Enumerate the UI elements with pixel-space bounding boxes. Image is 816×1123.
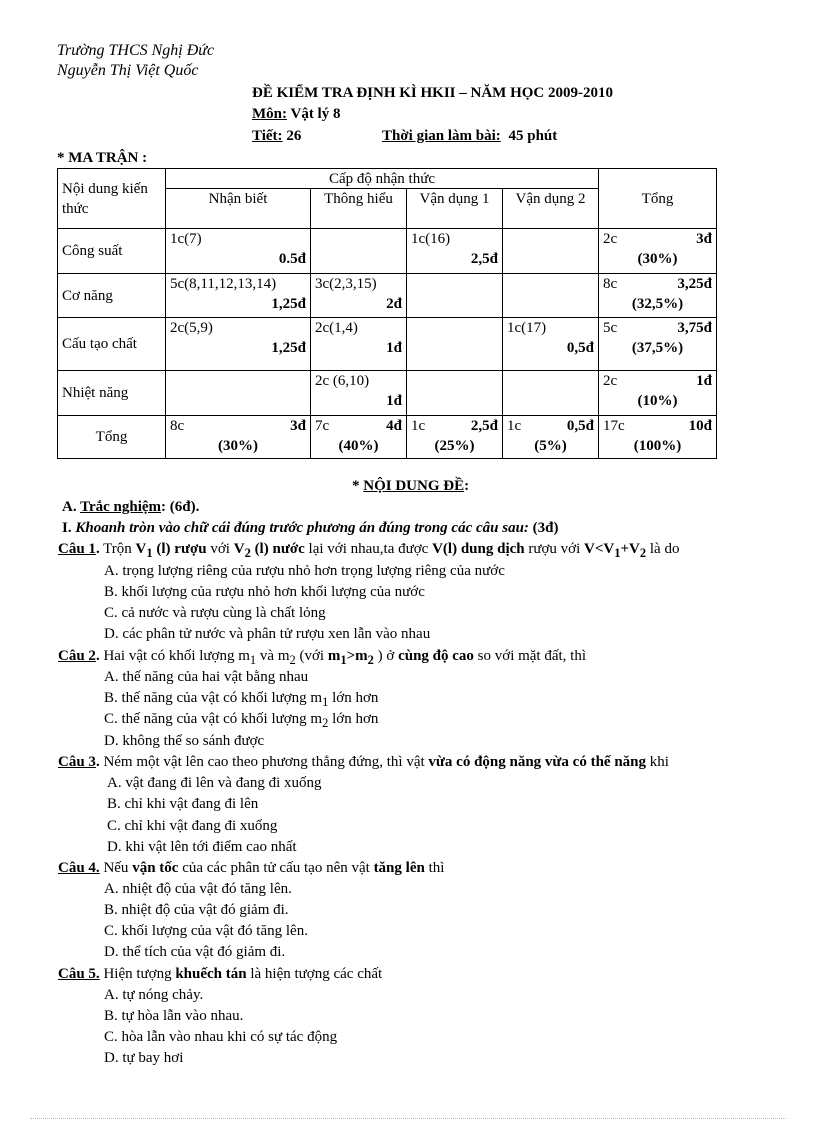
cell-nb: 1c(7) 0.5đ bbox=[166, 229, 311, 274]
cell-total: 8c 3,25đ (32,5%) bbox=[599, 274, 717, 318]
answer-option[interactable]: B. chỉ khi vật đang đi lên bbox=[107, 796, 259, 812]
school-name: Trường THCS Nghị Đức bbox=[57, 42, 215, 59]
answer-option[interactable]: C. cả nước và rượu cùng là chất lỏng bbox=[104, 605, 326, 621]
period-label: Tiết: bbox=[252, 128, 283, 144]
matrix-row bbox=[58, 318, 717, 371]
matrix-row bbox=[58, 229, 717, 274]
period-line bbox=[252, 128, 301, 145]
answer-option[interactable]: B. thế năng của vật có khối lượng $m_1$ lớn hơn bbox=[104, 690, 379, 709]
cell-nb: 8c 3đ (30%) bbox=[166, 416, 311, 459]
section-a: A. Trắc nghiệm: (6đ). bbox=[62, 499, 200, 515]
matrix-heading: * MA TRẬN : bbox=[57, 150, 148, 166]
question-1-stem: Câu 1. Trộn $V_1$ (l) rượu với $V_2$ (l) nước lại với nhau,ta được V(l) dung dịch rượu với $V<V_1+V_2$ là do bbox=[58, 541, 680, 560]
cell-total: 2c 3đ (30%) bbox=[599, 229, 717, 274]
cell-nb bbox=[166, 371, 311, 416]
cell-vd2: 1c(17) 0,5đ bbox=[503, 318, 599, 371]
cell-vd1 bbox=[407, 318, 503, 371]
answer-option[interactable]: B. tự hòa lẫn vào nhau. bbox=[104, 1008, 244, 1024]
answer-option[interactable]: C. chỉ khi vật đang đi xuống bbox=[107, 818, 278, 834]
cell-th bbox=[311, 229, 407, 274]
answer-option[interactable]: D. không thể so sánh được bbox=[104, 733, 265, 749]
cell-vd2: 1c 0,5đ (5%) bbox=[503, 416, 599, 459]
subject-value: Vật lý 8 bbox=[290, 106, 341, 122]
answer-option[interactable]: B. nhiệt độ của vật đó giảm đi. bbox=[104, 902, 289, 918]
col-header-level: Nhận biết bbox=[166, 189, 311, 229]
cell-total: 2c 1đ (10%) bbox=[599, 371, 717, 416]
cell-th: 7c 4đ (40%) bbox=[311, 416, 407, 459]
answer-option[interactable]: C. khối lượng của vật đó tăng lên. bbox=[104, 923, 308, 939]
answer-option[interactable]: B. khối lượng của rượu nhỏ hơn khối lượng của nước bbox=[104, 584, 425, 600]
question-5-stem: Câu 5. Hiện tượng khuếch tán là hiện tượng các chất bbox=[58, 966, 383, 982]
subject-label: Môn: bbox=[252, 106, 287, 122]
content-heading: * NỘI DUNG ĐỀ: bbox=[352, 478, 470, 494]
cell-total: 5c 3,75đ (37,5%) bbox=[599, 318, 717, 371]
answer-option[interactable]: A. nhiệt độ của vật đó tăng lên. bbox=[104, 881, 292, 897]
subject-line bbox=[252, 106, 340, 123]
knowledge-matrix-table bbox=[57, 168, 717, 459]
row-topic: Tổng bbox=[58, 416, 166, 459]
cell-th: 3c(2,3,15) 2đ bbox=[311, 274, 407, 318]
col-header-level: Thông hiểu bbox=[311, 189, 407, 229]
teacher-name: Nguyễn Thị Việt Quốc bbox=[57, 62, 199, 79]
matrix-total-row bbox=[58, 416, 717, 459]
time-value: 45 phút bbox=[508, 128, 558, 144]
matrix-row bbox=[58, 274, 717, 318]
answer-option[interactable]: D. các phân tử nước và phân tử rượu xen lẫn vào nhau bbox=[104, 626, 431, 642]
answer-option[interactable]: A. trọng lượng riêng của rượu nhỏ hơn trọng lượng riêng của nước bbox=[104, 563, 505, 579]
cell-vd1 bbox=[407, 371, 503, 416]
section-i: I. Khoanh tròn vào chữ cái đúng trước phương án đúng trong các câu sau: (3đ) bbox=[62, 520, 559, 536]
col-header-total: Tổng bbox=[599, 169, 717, 229]
cell-vd2 bbox=[503, 274, 599, 318]
col-header-group: Cấp độ nhận thức bbox=[166, 169, 599, 189]
answer-option[interactable]: A. vật đang đi lên và đang đi xuống bbox=[107, 775, 322, 791]
answer-option[interactable]: D. thể tích của vật đó giảm đi. bbox=[104, 944, 286, 960]
cell-vd2 bbox=[503, 229, 599, 274]
cell-vd1 bbox=[407, 274, 503, 318]
page-bottom-divider bbox=[30, 1118, 786, 1119]
cell-nb: 5c(8,11,12,13,14) 1,25đ bbox=[166, 274, 311, 318]
row-topic: Công suất bbox=[58, 229, 166, 274]
cell-nb: 2c(5,9) 1,25đ bbox=[166, 318, 311, 371]
cell-th: 2c(1,4) 1đ bbox=[311, 318, 407, 371]
question-3-stem: Câu 3. Ném một vật lên cao theo phương thẳng đứng, thì vật vừa có động năng vừa có thế năng khi bbox=[58, 754, 669, 770]
period-value: 26 bbox=[286, 128, 302, 144]
time-line bbox=[382, 128, 557, 145]
cell-vd2 bbox=[503, 371, 599, 416]
answer-option[interactable]: D. khi vật lên tới điểm cao nhất bbox=[107, 839, 297, 855]
col-header-topic: Nội dung kiến thức bbox=[58, 169, 166, 229]
row-topic: Cơ năng bbox=[58, 274, 166, 318]
col-header-level: Vận dụng 2 bbox=[503, 189, 599, 229]
row-topic: Nhiệt năng bbox=[58, 371, 166, 416]
answer-option[interactable]: A. tự nóng chảy. bbox=[104, 987, 204, 1003]
answer-option[interactable]: C. thế năng của vật có khối lượng $m_2$ lớn hơn bbox=[104, 711, 379, 730]
cell-vd1: 1c(16) 2,5đ bbox=[407, 229, 503, 274]
matrix-row bbox=[58, 371, 717, 416]
exam-title: ĐỀ KIỂM TRA ĐỊNH KÌ HKII – NĂM HỌC 2009-2010 bbox=[252, 85, 613, 101]
row-topic: Cấu tạo chất bbox=[58, 318, 166, 371]
cell-total: 17c 10đ (100%) bbox=[599, 416, 717, 459]
cell-vd1: 1c 2,5đ (25%) bbox=[407, 416, 503, 459]
time-label: Thời gian làm bài: bbox=[382, 128, 501, 144]
col-header-level: Vận dụng 1 bbox=[407, 189, 503, 229]
answer-option[interactable]: C. hòa lẫn vào nhau khi có sự tác động bbox=[104, 1029, 338, 1045]
cell-th: 2c (6,10) 1đ bbox=[311, 371, 407, 416]
question-4-stem: Câu 4. Nếu vận tốc của các phân tử cấu tạo nên vật tăng lên thì bbox=[58, 860, 445, 876]
answer-option[interactable]: A. thế năng của hai vật bằng nhau bbox=[104, 669, 309, 685]
question-2-stem: Câu 2. Hai vật có khối lượng $m_1$ và $m_2$ (với $m_1>m_2$ ) ở cùng độ cao so với mặt đất, thì bbox=[58, 648, 587, 667]
answer-option[interactable]: D. tự bay hơi bbox=[104, 1050, 184, 1066]
